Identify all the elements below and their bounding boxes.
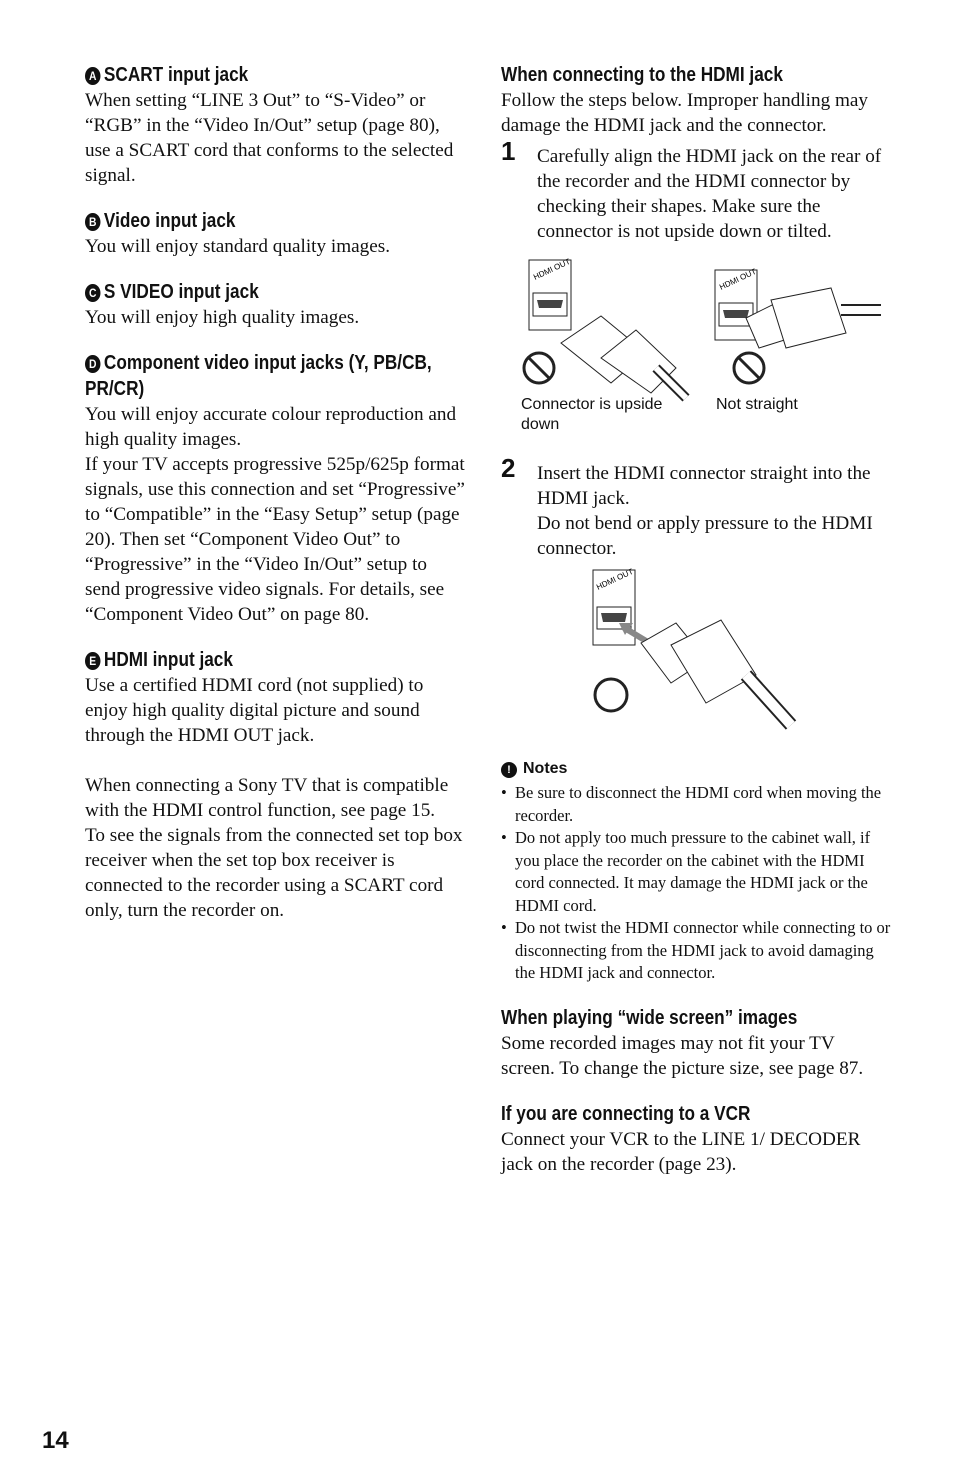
notes-heading: ! Notes — [501, 760, 891, 778]
section-body-2: If your TV accepts progressive 525p/625p format signals, use this connection and set “Progressive” to “Compatible” in the “Easy Setup” setup (page 20). Then set “Component Video Out” to “Progressive” in the “Video In/Out” setup to send progressive video signals. For details, see “Component Video Out” on page 80. — [85, 454, 465, 625]
step-text: Carefully align the HDMI jack on the rear of the recorder and the HDMI connector by checking their shapes. Make sure the connector is not upside down or tilted. — [537, 146, 882, 242]
letter-b-icon: B — [85, 213, 100, 231]
letter-e-icon: E — [85, 652, 100, 670]
wide-body: Some recorded images may not fit your TV screen. To change the picture size, see page 87. — [501, 1032, 864, 1079]
section-heading: C S VIDEO input jack — [85, 279, 412, 305]
section-body: When setting “LINE 3 Out” to “S-Video” or “RGB” in the “Video In/Out” setup (page 80), use a SCART cord that conforms to the selected signal. — [85, 90, 454, 186]
letter-c-icon: C — [85, 284, 100, 302]
step-number: 2 — [501, 453, 516, 483]
wrong-connection-illustration — [501, 248, 891, 453]
section-video — [85, 208, 465, 259]
caption-not-straight: Not straight — [716, 396, 798, 413]
notes-list — [501, 782, 891, 985]
step-1 — [501, 136, 891, 244]
section-scart — [85, 62, 465, 188]
section-heading: A SCART input jack — [85, 62, 412, 88]
tilted-connector-icon — [746, 288, 881, 348]
vcr-body: Connect your VCR to the LINE 1/ DECODER jack on the recorder (page 23). — [501, 1128, 861, 1175]
hdmi-jack-icon — [529, 257, 572, 330]
page-number: 14 — [42, 1427, 69, 1454]
step-text-2: Do not bend or apply pressure to the HDMI connector. — [537, 513, 873, 559]
correct-connection-diagram — [501, 565, 891, 745]
wide-heading: When playing “wide screen” images — [501, 1006, 798, 1029]
section-body: You will enjoy standard quality images. — [85, 236, 391, 257]
step-2 — [501, 453, 891, 561]
section-heading: E HDMI input jack — [85, 647, 412, 673]
notes-icon: ! — [501, 762, 517, 778]
note-item: • Be sure to disconnect the HDMI cord when moving the recorder. — [501, 782, 891, 827]
vcr-heading: If you are connecting to a VCR — [501, 1102, 751, 1125]
jack-label: HDMI OUT — [718, 266, 758, 292]
step-number: 1 — [501, 136, 516, 166]
right-column — [501, 62, 891, 1177]
note-item: • Do not twist the HDMI connector while connecting to or disconnecting from the HDMI jack to avoid damaging the HDMI jack and connector. — [501, 917, 891, 985]
letter-a-icon: A — [85, 67, 100, 85]
upside-down-connector-icon — [561, 316, 686, 398]
note-item: • Do not apply too much pressure to the cabinet wall, if you place the recorder on the cabinet with the HDMI cord connected. It may damage the HDMI jack or the HDMI cord. — [501, 827, 891, 917]
hdmi-intro: Follow the steps below. Improper handling may damage the HDMI jack and the connector. — [501, 90, 868, 136]
jack-label: HDMI OUT — [532, 256, 572, 282]
left-column — [85, 62, 465, 943]
section-component — [85, 350, 465, 627]
jack-label: HDMI OUT — [595, 566, 635, 592]
section-body-3: To see the signals from the connected set top box receiver when the set top box receiver is connected to the recorder using a SCART cord only, turn the recorder on. — [85, 825, 463, 921]
hdmi-connector-icon — [641, 620, 791, 725]
hdmi-heading: When connecting to the HDMI jack — [501, 64, 783, 86]
section-body: Use a certified HDMI cord (not supplied) to enjoy high quality digital picture and sound through the HDMI OUT jack. — [85, 675, 424, 746]
section-heading: B Video input jack — [85, 208, 412, 234]
section-body: You will enjoy high quality images. — [85, 307, 360, 328]
ok-circle-icon — [595, 679, 627, 711]
step-text: Insert the HDMI connector straight into the HDMI jack. — [537, 463, 871, 509]
section-hdmi — [85, 647, 465, 923]
section-body-2: When connecting a Sony TV that is compatible with the HDMI control function, see page 15. — [85, 775, 449, 821]
section-body: You will enjoy accurate colour reproduction and high quality images. — [85, 404, 457, 450]
letter-d-icon: D — [85, 355, 100, 373]
section-heading: D Component video input jacks (Y, PB/CB, PR/CR) — [85, 352, 432, 400]
section-svideo — [85, 279, 465, 330]
caption-upside-down: Connector is upside down — [521, 396, 663, 433]
